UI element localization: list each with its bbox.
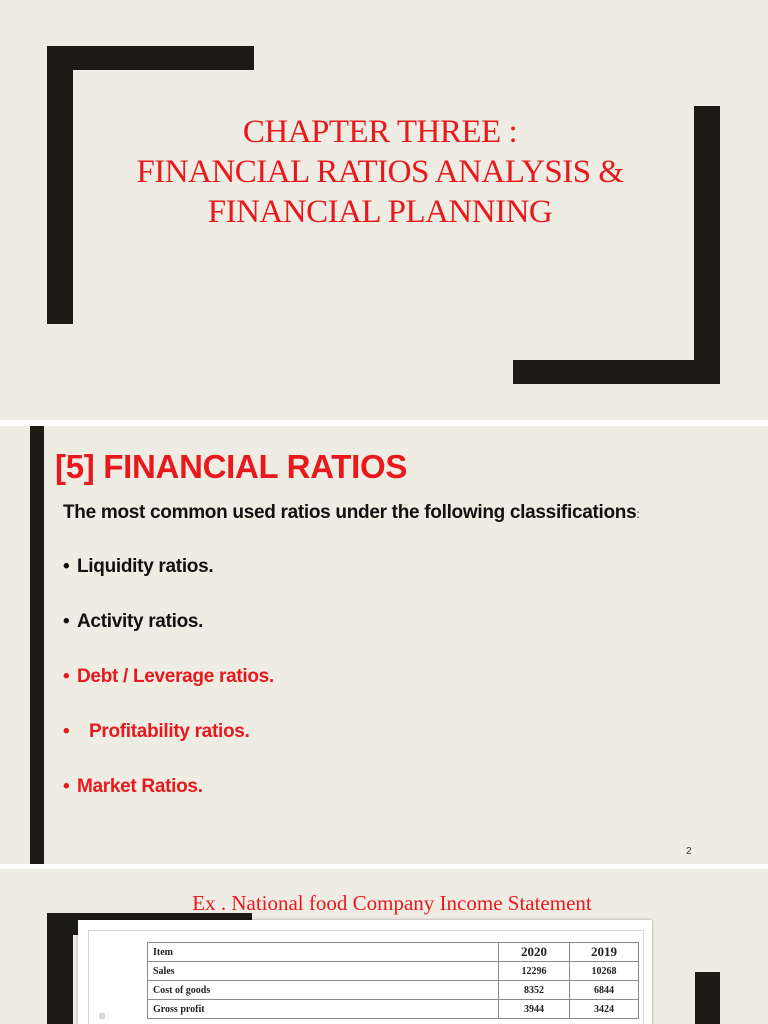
row-label: Cost of goods bbox=[148, 981, 499, 1000]
table-row bbox=[148, 962, 639, 981]
frame-bar-top-left-horizontal bbox=[47, 46, 254, 70]
frame-bar-top-left-vertical bbox=[47, 913, 73, 1024]
row-value-2020: 12296 bbox=[499, 962, 570, 981]
slide-3 bbox=[0, 869, 768, 1024]
example-title: Ex . National food Company Income Statement bbox=[192, 891, 592, 915]
frame-bar-right-vertical bbox=[695, 972, 720, 1024]
list-item-label: Activity ratios. bbox=[77, 611, 204, 632]
chapter-title-line: FINANCIAL PLANNING bbox=[207, 194, 553, 230]
header-2019: 2019 bbox=[570, 943, 639, 962]
row-label: Gross profit bbox=[148, 1000, 499, 1019]
list-item bbox=[63, 776, 274, 831]
frame-bar-bottom-right-vertical bbox=[694, 106, 720, 384]
section-title: [5] FINANCIAL RATIOS bbox=[55, 448, 408, 485]
ratio-list bbox=[63, 556, 274, 831]
bullet-icon: • bbox=[63, 666, 70, 687]
bullet-icon: • bbox=[63, 721, 70, 742]
list-item bbox=[63, 611, 274, 666]
row-value-2019: 6844 bbox=[570, 981, 639, 1000]
intro-text bbox=[63, 502, 639, 524]
bullet-icon: • bbox=[63, 556, 70, 577]
income-statement-image bbox=[78, 920, 652, 1024]
frame-bar-top-left-vertical bbox=[47, 46, 73, 324]
row-value-2020: 3944 bbox=[499, 1000, 570, 1019]
chapter-title bbox=[90, 112, 670, 232]
table-header-row bbox=[148, 943, 639, 962]
header-item: Item bbox=[148, 943, 499, 962]
header-2020: 2020 bbox=[499, 943, 570, 962]
slide-1 bbox=[0, 0, 768, 420]
list-item-label: Debt / Leverage ratios. bbox=[77, 666, 274, 687]
intro-sentence: The most common used ratios under the following classifications bbox=[63, 502, 637, 523]
scroll-marker bbox=[99, 1013, 105, 1019]
intro-colon: : bbox=[636, 507, 640, 521]
list-item bbox=[63, 666, 274, 721]
frame-bar-bottom-right-horizontal bbox=[513, 360, 720, 384]
chapter-title-line: CHAPTER THREE : bbox=[242, 114, 518, 150]
list-item-label: Liquidity ratios. bbox=[77, 556, 214, 577]
chapter-title-line: FINANCIAL RATIOS ANALYSIS & bbox=[136, 154, 624, 190]
page-number: 2 bbox=[686, 846, 692, 857]
table-row bbox=[148, 1000, 639, 1019]
row-value-2019: 3424 bbox=[570, 1000, 639, 1019]
income-statement-table bbox=[147, 942, 639, 1019]
list-item bbox=[63, 556, 274, 611]
slide-2 bbox=[0, 426, 768, 864]
table-frame bbox=[88, 930, 644, 1024]
row-value-2019: 10268 bbox=[570, 962, 639, 981]
list-item-label: Market Ratios. bbox=[77, 776, 203, 797]
table-row bbox=[148, 981, 639, 1000]
list-item bbox=[63, 721, 274, 776]
bullet-icon: • bbox=[63, 776, 70, 797]
row-value-2020: 8352 bbox=[499, 981, 570, 1000]
list-item-label: Profitability ratios. bbox=[89, 721, 250, 742]
bullet-icon: • bbox=[63, 611, 70, 632]
left-accent-bar bbox=[30, 426, 44, 864]
row-label: Sales bbox=[148, 962, 499, 981]
